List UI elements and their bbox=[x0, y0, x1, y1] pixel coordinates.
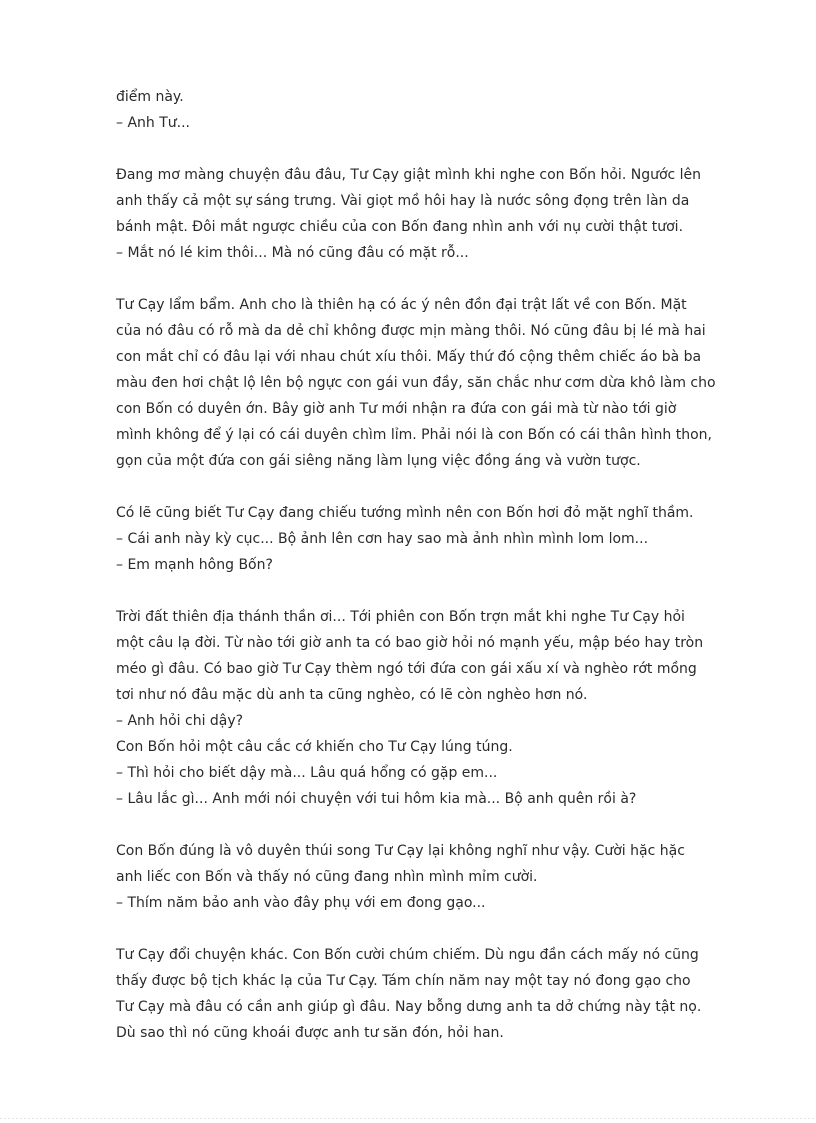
text-line: bánh mật. Đôi mắt ngược chiều của con Bốn đang nhìn anh với nụ cười thật tươi. bbox=[116, 219, 684, 235]
text-line: Có lẽ cũng biết Tư Cạy đang chiếu tướng mình nên con Bốn hơi đỏ mặt nghĩ thầm. bbox=[116, 505, 694, 521]
text-line: tơi như nó đâu mặc dù anh ta cũng nghèo, có lẽ còn nghèo hơn nó. bbox=[116, 687, 588, 703]
text-line: con Bốn có duyên ớn. Bây giờ anh Tư mới nhận ra đứa con gái mà từ nào tới giờ bbox=[116, 401, 677, 417]
text-line: anh liếc con Bốn và thấy nó cũng đang nhìn mình mỉm cười. bbox=[116, 869, 538, 885]
text-line: mình không để ý lại có cái duyên chìm lỉm. Phải nói là con Bốn có cái thân hình thon, bbox=[116, 427, 712, 443]
text-line: điểm này. bbox=[116, 89, 184, 105]
paragraph bbox=[116, 292, 756, 474]
text-line: Tư Cạy đổi chuyện khác. Con Bốn cười chúm chiếm. Dù ngu đần cách mấy nó cũng bbox=[116, 947, 699, 963]
text-line: – Anh Tư... bbox=[116, 115, 190, 131]
paragraph bbox=[116, 838, 756, 916]
paragraph bbox=[116, 942, 756, 1046]
text-line: Đang mơ màng chuyện đâu đâu, Tư Cạy giật mình khi nghe con Bốn hỏi. Ngước lên bbox=[116, 167, 702, 183]
text-line: Con Bốn hỏi một câu cắc cớ khiến cho Tư Cạy lúng túng. bbox=[116, 739, 513, 755]
text-line: thấy được bộ tịch khác lạ của Tư Cạy. Tám chín năm nay một tay nó đong gạo cho bbox=[116, 973, 691, 989]
paragraph bbox=[116, 162, 756, 266]
text-line: – Thím năm bảo anh vào đây phụ với em đong gạo... bbox=[116, 895, 486, 911]
text-line: của nó đâu có rỗ mà da dẻ chỉ không được mịn màng thôi. Nó cũng đâu bị lé mà hai bbox=[116, 323, 706, 339]
page-bottom-divider bbox=[0, 1118, 816, 1119]
text-line: – Cái anh này kỳ cục... Bộ ảnh lên cơn hay sao mà ảnh nhìn mình lom lom... bbox=[116, 531, 649, 547]
text-line: Tư Cạy lẩm bẩm. Anh cho là thiên hạ có ác ý nên đồn đại trật lất về con Bốn. Mặt bbox=[116, 297, 687, 313]
text-line: – Lâu lắc gì... Anh mới nói chuyện với tui hôm kia mà... Bộ anh quên rồi à? bbox=[116, 791, 637, 807]
text-line: Tư Cạy mà đâu có cần anh giúp gì đâu. Nay bỗng dưng anh ta dở chứng này tật nọ. bbox=[116, 999, 702, 1015]
text-line: màu đen hơi chật lộ lên bộ ngực con gái vun đầy, săn chắc như cơm dừa khô làm cho bbox=[116, 375, 716, 391]
text-line: – Mắt nó lé kim thôi... Mà nó cũng đâu có mặt rỗ... bbox=[116, 245, 469, 261]
text-line: con mắt chỉ có đâu lại với nhau chút xíu thôi. Mấy thứ đó cộng thêm chiếc áo bà ba bbox=[116, 349, 702, 365]
text-line: méo gì đâu. Có bao giờ Tư Cạy thèm ngó tới đứa con gái xấu xí và nghèo rớt mồng bbox=[116, 661, 697, 677]
paragraph bbox=[116, 500, 756, 578]
text-line: Con Bốn đúng là vô duyên thúi song Tư Cạy lại không nghĩ như vậy. Cười hặc hặc bbox=[116, 843, 685, 859]
text-line: gọn của một đứa con gái siêng năng làm lụng việc đồng áng và vườn tược. bbox=[116, 453, 641, 469]
paragraph bbox=[116, 604, 756, 812]
text-line: một câu lạ đời. Từ nào tới giờ anh ta có bao giờ hỏi nó mạnh yếu, mập béo hay tròn bbox=[116, 635, 704, 651]
text-line: – Thì hỏi cho biết dậy mà... Lâu quá hổng có gặp em... bbox=[116, 765, 498, 781]
text-line: – Anh hỏi chi dậy? bbox=[116, 713, 244, 729]
text-line: – Em mạnh hông Bốn? bbox=[116, 557, 273, 573]
text-line: anh thấy cả một sự sáng trưng. Vài giọt mồ hôi hay là nước sông đọng trên làn da bbox=[116, 193, 690, 209]
text-line: Trời đất thiên địa thánh thần ơi... Tới phiên con Bốn trợn mắt khi nghe Tư Cạy hỏi bbox=[116, 609, 685, 625]
document-page bbox=[116, 84, 756, 1046]
text-line: Dù sao thì nó cũng khoái được anh tư săn đón, hỏi han. bbox=[116, 1025, 504, 1041]
paragraph bbox=[116, 84, 756, 136]
